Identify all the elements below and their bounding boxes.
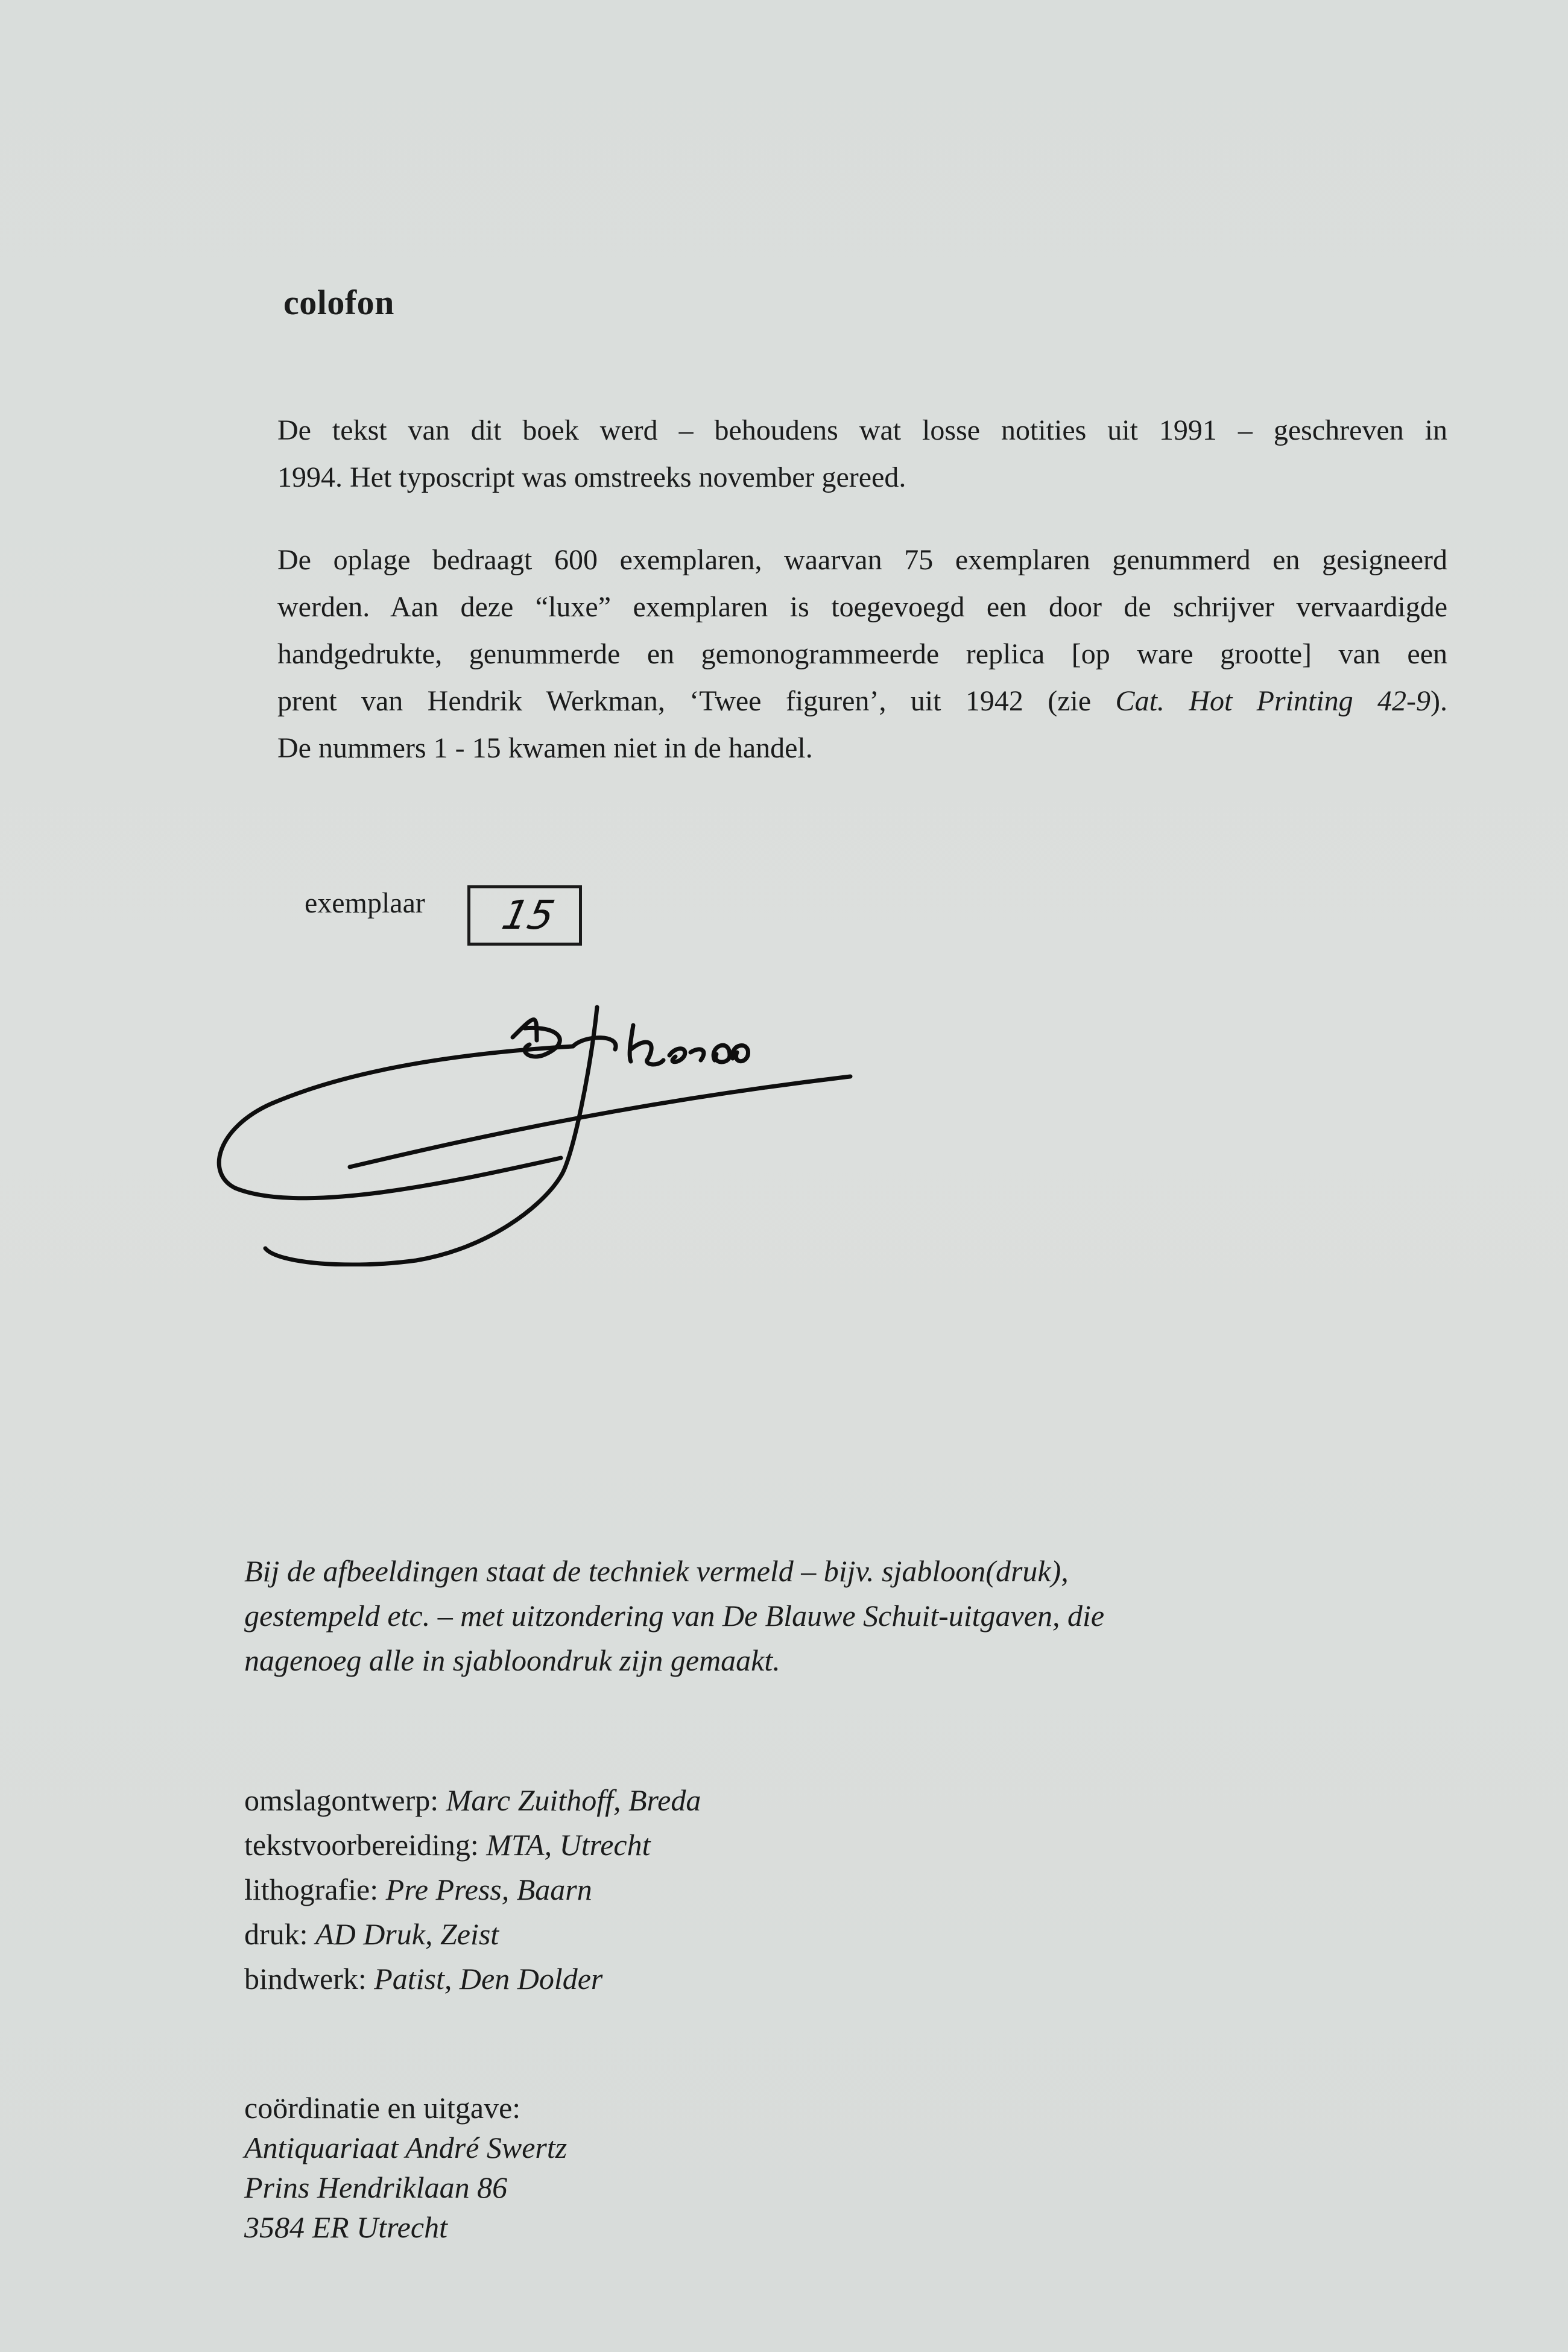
- credit-value: MTA, Utrecht: [486, 1828, 651, 1862]
- publisher-block: [244, 2088, 567, 2247]
- technique-note: [244, 1549, 1104, 1683]
- credit-line: [244, 1778, 701, 1822]
- paragraph-fragment: ).: [1430, 685, 1447, 717]
- publisher-name: Antiquariaat André Swertz: [244, 2131, 567, 2164]
- credit-label: lithografie:: [244, 1873, 379, 1906]
- paragraph-line: 1994. Het typoscript was omstreeks november gereed.: [277, 461, 906, 493]
- paragraph-edition-info: [277, 537, 1447, 772]
- credit-line: [244, 1822, 701, 1867]
- copy-number-box: [467, 885, 582, 946]
- credit-label: druk:: [244, 1917, 308, 1951]
- credit-value: Marc Zuithoff, Breda: [446, 1783, 701, 1817]
- publisher-city: 3584 ER Utrecht: [244, 2210, 447, 2244]
- paragraph-line-with-citation: [277, 678, 1447, 725]
- copy-number: 15: [498, 892, 559, 938]
- credit-value: Patist, Den Dolder: [374, 1962, 603, 1996]
- paragraph-line: De oplage bedraagt 600 exemplaren, waarvan 75 exemplaren genummerd en gesigneerd: [277, 544, 1447, 576]
- note-line: nagenoeg alle in sjabloondruk zijn gemaakt.: [244, 1643, 780, 1677]
- note-line: gestempeld etc. – met uitzondering van De Blauwe Schuit-uitgaven, die: [244, 1599, 1105, 1633]
- credit-label: omslagontwerp:: [244, 1783, 439, 1817]
- note-line: Bij de afbeeldingen staat de techniek vermeld – bijv. sjabloon(druk),: [244, 1554, 1069, 1588]
- credit-value: AD Druk, Zeist: [315, 1917, 499, 1951]
- credit-line: [244, 1956, 701, 2001]
- paragraph-line: werden. Aan deze “luxe” exemplaren is toegevoegd een door de schrijver vervaardigde: [277, 591, 1447, 623]
- credit-line: [244, 1912, 701, 1956]
- credit-label: tekstvoorbereiding:: [244, 1828, 479, 1862]
- paragraph-line: handgedrukte, genummerde en gemonogrammeerde replica [op ware grootte] van een: [277, 638, 1447, 670]
- publisher-street: Prins Hendriklaan 86: [244, 2170, 508, 2204]
- paragraph-line: De tekst van dit boek werd – behoudens wat losse notities uit 1991 – geschreven in: [277, 414, 1447, 446]
- production-credits: [244, 1778, 701, 2001]
- paragraph-fragment: prent van Hendrik Werkman, ‘Twee figuren’, uit 1942 (zie: [277, 685, 1116, 717]
- credit-line: [244, 1867, 701, 1912]
- handwritten-signature: [199, 989, 862, 1266]
- paragraph-line: De nummers 1 - 15 kwamen niet in de handel.: [277, 732, 813, 764]
- catalogue-citation: Cat. Hot Printing 42-9: [1115, 685, 1431, 717]
- page-title: colofon: [283, 283, 394, 322]
- credit-label: bindwerk:: [244, 1962, 367, 1996]
- copy-label: exemplaar: [305, 887, 425, 919]
- paragraph-text-history: [277, 407, 1447, 501]
- publisher-label: coördinatie en uitgave:: [244, 2091, 521, 2125]
- credit-value: Pre Press, Baarn: [385, 1873, 592, 1906]
